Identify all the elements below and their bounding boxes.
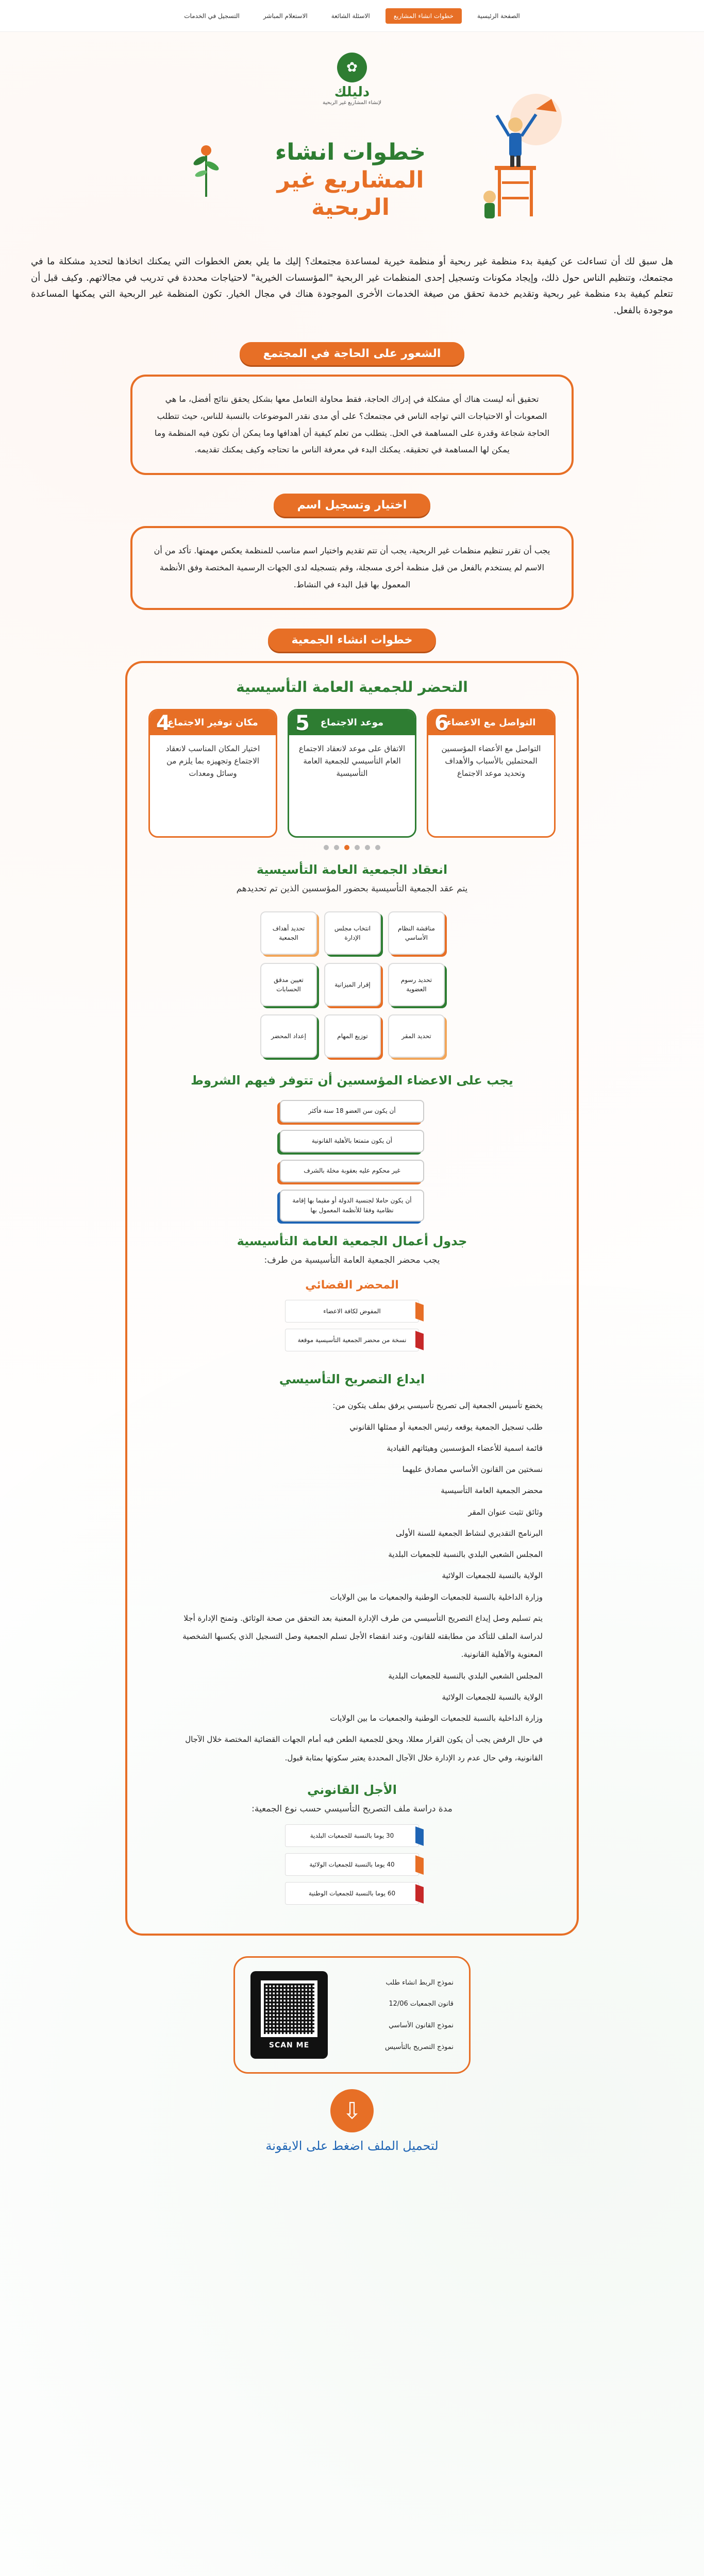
section-1-heading: الشعور على الحاجة في المجتمع — [240, 342, 465, 365]
minutes-kind: المحضر القضائي — [305, 1279, 399, 1292]
meeting-title: انعقاد الجمعية العامة التأسيسية — [256, 862, 448, 877]
deposit-line: نسختين من القانون الأساسي مصادق عليهما — [402, 1465, 543, 1475]
deadline-title: الأجل القانوني — [307, 1782, 397, 1797]
ribbon-item: 40 يوما بالنسبة للجمعيات الولائية — [285, 1853, 419, 1876]
carousel-dot[interactable] — [324, 845, 329, 850]
minutes-ribbons — [285, 1300, 419, 1351]
authority-line: المجلس الشعبي البلدي بالنسبة للجمعيات البلدية — [388, 1671, 543, 1681]
hero-title-block — [242, 138, 459, 222]
deposit-line: وثائق تثبت عنوان المقر — [468, 1507, 543, 1517]
step-card-body: الاتفاق على موعد لانعقاد الاجتماع العام التأسيسي للجمعية العامة التأسيسية — [298, 743, 406, 778]
step-card-title: مكان توفير الاجتماع — [167, 717, 258, 728]
nav-steps[interactable]: خطوات انشاء المشاريع — [385, 8, 462, 24]
step-card-title: موعد الاجتماع — [320, 717, 384, 728]
agenda-item: انتخاب مجلس الإدارة — [324, 911, 381, 955]
intro-paragraph: هل سبق لك أن تساءلت عن كيفية بدء منظمة غير ربحية أو منظمة خيرية لمساعدة مجتمعك؟ إليك ما يلي بعض الخطوات التي يمكنك اتخاذها لتحديد مشكلة ما في مجتمعك، وتنظيم الناس حول ذلك، وإيجاد مكونات وتسجيل إحدى المنظمات غير الربحية "المؤسسات الخيرية" لاحتياجات محددة في تدريب في مجالاتهم. وكيف قبل أن تتعلم كيفية بدء منظمة غير ربحية وتقديم خدمة تحقق من صيغة الخدمات الأخرى الموجودة هناك في مجال الخيار. تكون المنظمة غير الربحية التي يمكنها المساعدة موجودة بالفعل. — [31, 256, 673, 316]
step-number: 4 — [156, 711, 171, 735]
carousel-dot[interactable] — [375, 845, 380, 850]
deposit-paragraph: في حال الرفض يجب أن يكون القرار معللا، ويحق للجمعية الطعن فيه أمام الجهات القضائية المختصة خلال الآجال القانونية، وفي حال عدم رد الإدارة خلال الآجال المحددة يعتبر سكوتها بمثابة قبول. — [185, 1735, 543, 1762]
conditions-list — [280, 1100, 424, 1222]
logo[interactable] — [311, 53, 393, 106]
condition-item: أن يكون متمتعا بالأهلية القانونية — [280, 1130, 424, 1153]
top-nav — [0, 0, 704, 32]
step-card-body: اختيار المكان المناسب لانعقاد الاجتماع وتجهيزه بما يلزم من وسائل ومعدات — [165, 743, 260, 778]
ribbon-item: 60 يوما بالنسبة للجمعيات الوطنية — [285, 1882, 419, 1905]
nav-home[interactable]: الصفحة الرئيسية — [477, 12, 520, 20]
carousel-dots — [141, 845, 563, 850]
section-1-box — [130, 375, 574, 475]
qr-code[interactable] — [250, 1971, 328, 2059]
carousel-dot[interactable] — [355, 845, 360, 850]
section-1-body: تحقيق أنه ليست هناك أي مشكلة في إدراك الحاجة، فقط محاولة التعامل معها بشكل يحقق نتائج أفضل، ما هي الصعوبات أو الاحتياجات التي تواجه الناس في مجتمعك؟ على أي مدى نقدر الموضوعات بالنسبة للناس، حيث تتطلب الحاجة شجاعة وقدرة على المساهمة في الحل. يتطلب من تعلم كيفية أن أهدافها وما يمكن أن تكون فيه المنظمة وما يمكن لها المساهمة في تحقيقه. يمكنك البدء في معرفة الناس ما تحتاجه وكيف يمكنك تقديمه. — [154, 394, 550, 455]
steps-container — [125, 661, 579, 1936]
step-card-body: التواصل مع الأعضاء المؤسسين المحتملين بالأسباب والأهداف وتحديد موعد الاجتماع — [441, 743, 541, 778]
agenda-item: تحديد المقر — [388, 1014, 445, 1058]
minutes-subtitle: يجب محضر الجمعية العامة التأسيسية من طرف: — [264, 1255, 440, 1266]
agenda-grid — [259, 911, 445, 1058]
qr-scan-label: SCAN ME — [269, 2041, 310, 2050]
ribbon-item: نسخة من محضر الجمعية التأسيسية موقعة — [285, 1329, 419, 1351]
qr-list — [385, 1972, 454, 2058]
deadline-subtitle: مدة دراسة ملف التصريح التأسيسي حسب نوع الجمعية: — [252, 1803, 452, 1814]
prep-title: التحضر للجمعية العامة التأسيسية — [236, 678, 468, 696]
deadline-ribbons — [285, 1824, 419, 1905]
nav-faq[interactable]: الاسئلة الشائعة — [331, 12, 370, 20]
agenda-item: تحديد أهداف الجمعية — [260, 911, 317, 955]
hero-plant-illustration — [186, 125, 227, 197]
condition-item: أن يكون حاملا لجنسية الدولة أو مقيما بها إقامة نظامية وفقا للأنظمة المعمول بها — [280, 1190, 424, 1222]
agenda-item: إعداد المحضر — [260, 1014, 317, 1058]
authority-line: المجلس الشعبي البلدي بالنسبة للجمعيات البلدية — [388, 1550, 543, 1560]
step-number: 6 — [434, 711, 449, 735]
deposit-title: ايداع التصريح التأسيسي — [279, 1372, 425, 1387]
deposit-line: قائمة اسمية للأعضاء المؤسسين وهيئاتهم القيادية — [387, 1443, 543, 1453]
deposit-line: يخضع تأسيس الجمعية إلى تصريح تأسيسي يرفق بملف يتكون من: — [332, 1401, 543, 1411]
hero-title: خطوات انشاء — [275, 139, 426, 165]
step-card-title: التواصل مع الاعضاء — [446, 717, 536, 728]
qr-box — [233, 1956, 471, 2074]
download-section — [0, 2089, 704, 2153]
qr-list-item[interactable]: نموذج الربط انشاء طلب — [385, 1978, 454, 1987]
deposit-list — [141, 1397, 563, 1767]
step-card-header — [289, 710, 415, 735]
section-2-body: يجب أن تقرر تنظيم منظمات غير الربحية، يجب أن تتم تقديم واختيار اسم مناسب للمنظمة يعكس مهمتها. تأكد من أن الاسم لم يستخدم بالفعل من قبل منظمة أخرى مسجلة، وقم بتسجيله لدى الجهات الرسمية المختصة وفق الأنظمة المعمول بها قبل البدء في النشاط. — [154, 546, 550, 589]
agenda-item: تحديد رسوم العضوية — [388, 963, 445, 1006]
section-2-box — [130, 526, 574, 609]
deposit-line: محضر الجمعية العامة التأسيسية — [441, 1486, 543, 1496]
minutes-title: جدول أعمال الجمعية العامة التأسيسية — [237, 1234, 467, 1249]
hero-subtitle: المشاريع غير الربحية — [277, 167, 424, 221]
section-3-heading-wrap — [0, 629, 704, 652]
nav-inquiry[interactable]: الاستعلام المباشر — [263, 12, 308, 20]
ribbon-item: 30 يوما بالنسبة للجمعيات البلدية — [285, 1824, 419, 1847]
hero — [0, 32, 704, 243]
qr-list-item[interactable]: نموذج التصريح بالتأسيس — [384, 2043, 454, 2051]
agenda-item: تعيين مدقق الحسابات — [260, 963, 317, 1006]
step-card[interactable] — [288, 709, 416, 838]
section-2-heading-wrap — [0, 494, 704, 517]
step-card-header — [150, 710, 276, 735]
step-number: 5 — [295, 711, 310, 735]
qr-code-icon — [261, 1980, 317, 2037]
section-3-heading: خطوات انشاء الجمعية — [268, 629, 437, 652]
condition-item: أن يكون سن العضو 18 سنة فأكثر — [280, 1100, 424, 1123]
authority-line: الولاية بالنسبة للجمعيات الولائية — [442, 1571, 543, 1581]
step-card[interactable] — [427, 709, 556, 838]
agenda-item: مناقشة النظام الأساسي — [388, 911, 445, 955]
authority-line: الولاية بالنسبة للجمعيات الولائية — [442, 1692, 543, 1702]
logo-subtitle: لإنشاء المشاريع غير الربحية — [323, 100, 381, 106]
logo-plant-icon: ✿ — [337, 53, 367, 82]
download-label[interactable]: لتحميل الملف اضغط على الايقونة — [265, 2139, 439, 2154]
ribbon-item: المفوض لكافة الاعضاء — [285, 1300, 419, 1323]
deposit-line: طلب تسجيل الجمعية يوقعه رئيس الجمعية أو ممثلها القانوني — [349, 1422, 543, 1432]
condition-item: غير محكوم عليه بعقوبة مخلة بالشرف — [280, 1160, 424, 1182]
conditions-title: يجب على الاعضاء المؤسسين أن تتوفر فيهم الشروط — [191, 1073, 513, 1088]
steps-carousel[interactable] — [141, 709, 563, 838]
qr-list-item[interactable]: قانون الجمعيات 12/06 — [389, 2000, 454, 2008]
step-card-header — [428, 710, 554, 735]
step-card[interactable] — [148, 709, 277, 838]
carousel-dot[interactable] — [334, 845, 339, 850]
agenda-item: إقرار الميزانية — [324, 963, 381, 1006]
agenda-item: توزيع المهام — [324, 1014, 381, 1058]
section-2-heading: اختيار وتسجيل اسم — [274, 494, 431, 517]
logo-text: دليلك — [334, 84, 370, 100]
hero-people-illustration — [459, 89, 572, 223]
section-1-heading-wrap — [0, 342, 704, 365]
nav-register[interactable]: التسجيل في الخدمات — [184, 12, 240, 20]
carousel-dot-active[interactable] — [344, 845, 349, 850]
deposit-line: البرنامج التقديري لنشاط الجمعية للسنة الأولى — [395, 1528, 543, 1538]
download-icon[interactable]: ⇩ — [330, 2089, 374, 2132]
authority-line: وزارة الداخلية بالنسبة للجمعيات الوطنية والجمعيات ما بين الولايات — [330, 1714, 543, 1723]
carousel-dot[interactable] — [365, 845, 370, 850]
qr-list-item[interactable]: نموذج القانون الأساسي — [389, 2022, 454, 2030]
meeting-subtitle: يتم عقد الجمعية التأسيسية بحضور المؤسسين الذين تم تحديدهم — [236, 883, 468, 894]
deposit-paragraph: يتم تسليم وصل إيداع التصريح التأسيسي من طرف الإدارة المعنية بعد التحقق من صحة الوثائق. وتمنح الإدارة أجلا لدراسة الملف للتأكد من مطابقته للقانون، وعند انقضاء الأجل تسلم الجمعية وصل التسجيل الذي يكسبها الشخصية المعنوية والأهلية القانونية. — [182, 1613, 543, 1659]
authority-line: وزارة الداخلية بالنسبة للجمعيات الوطنية والجمعيات ما بين الولايات — [330, 1592, 543, 1602]
